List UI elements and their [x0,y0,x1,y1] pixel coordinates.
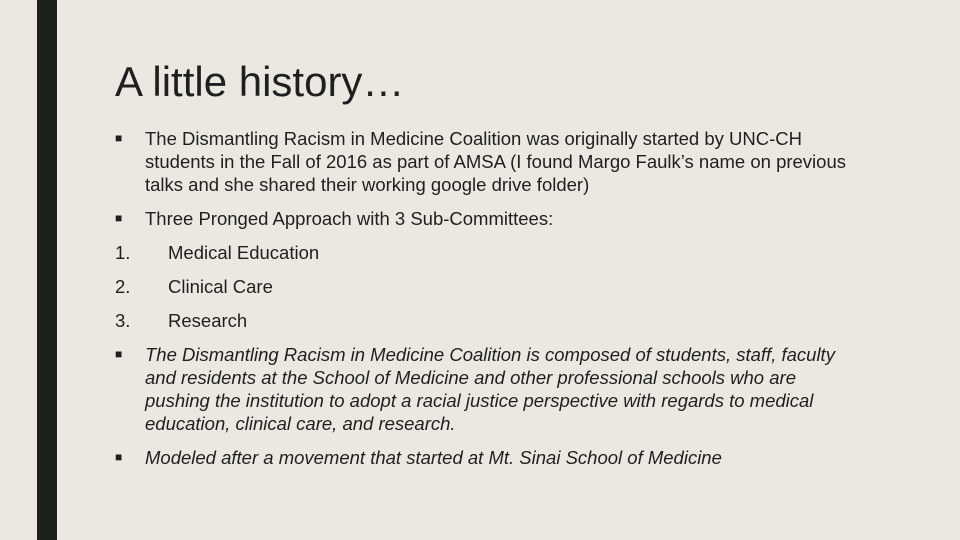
bullet-text: The Dismantling Racism in Medicine Coalition is composed of students, staff, faculty and residents at the School of Medicine and other professional schools who are pushing the institution to adopt a racial justice perspective with regards to medical education, clinical care, and research. [145,344,835,434]
bullet-item [115,127,855,196]
list-number: 2. [115,276,131,297]
square-bullet-icon: ■ [115,450,123,464]
numbered-text: Clinical Care [168,276,273,297]
list-number: 3. [115,310,131,331]
slide-title: A little history… [115,58,405,105]
numbered-item [115,275,855,298]
numbered-item [115,241,855,264]
square-bullet-icon: ■ [115,211,123,225]
square-bullet-icon: ■ [115,131,123,145]
bullet-item [115,446,855,469]
side-accent-bar [37,0,57,540]
square-bullet-icon: ■ [115,347,123,361]
bullet-item [115,207,855,230]
numbered-text: Medical Education [168,242,320,263]
bullet-text: Modeled after a movement that started at Mt. Sinai School of Medicine [145,447,722,468]
numbered-text: Research [168,310,248,331]
slide-body [115,127,855,469]
list-number: 1. [115,242,131,263]
numbered-item [115,309,855,332]
bullet-item [115,343,855,435]
bullet-text: The Dismantling Racism in Medicine Coalition was originally started by UNC-CH students in the Fall of 2016 as part of AMSA (I found Margo Faulk’s name on previous talks and she shared their working google drive folder) [145,128,846,195]
bullet-text: Three Pronged Approach with 3 Sub-Committees: [145,208,554,229]
